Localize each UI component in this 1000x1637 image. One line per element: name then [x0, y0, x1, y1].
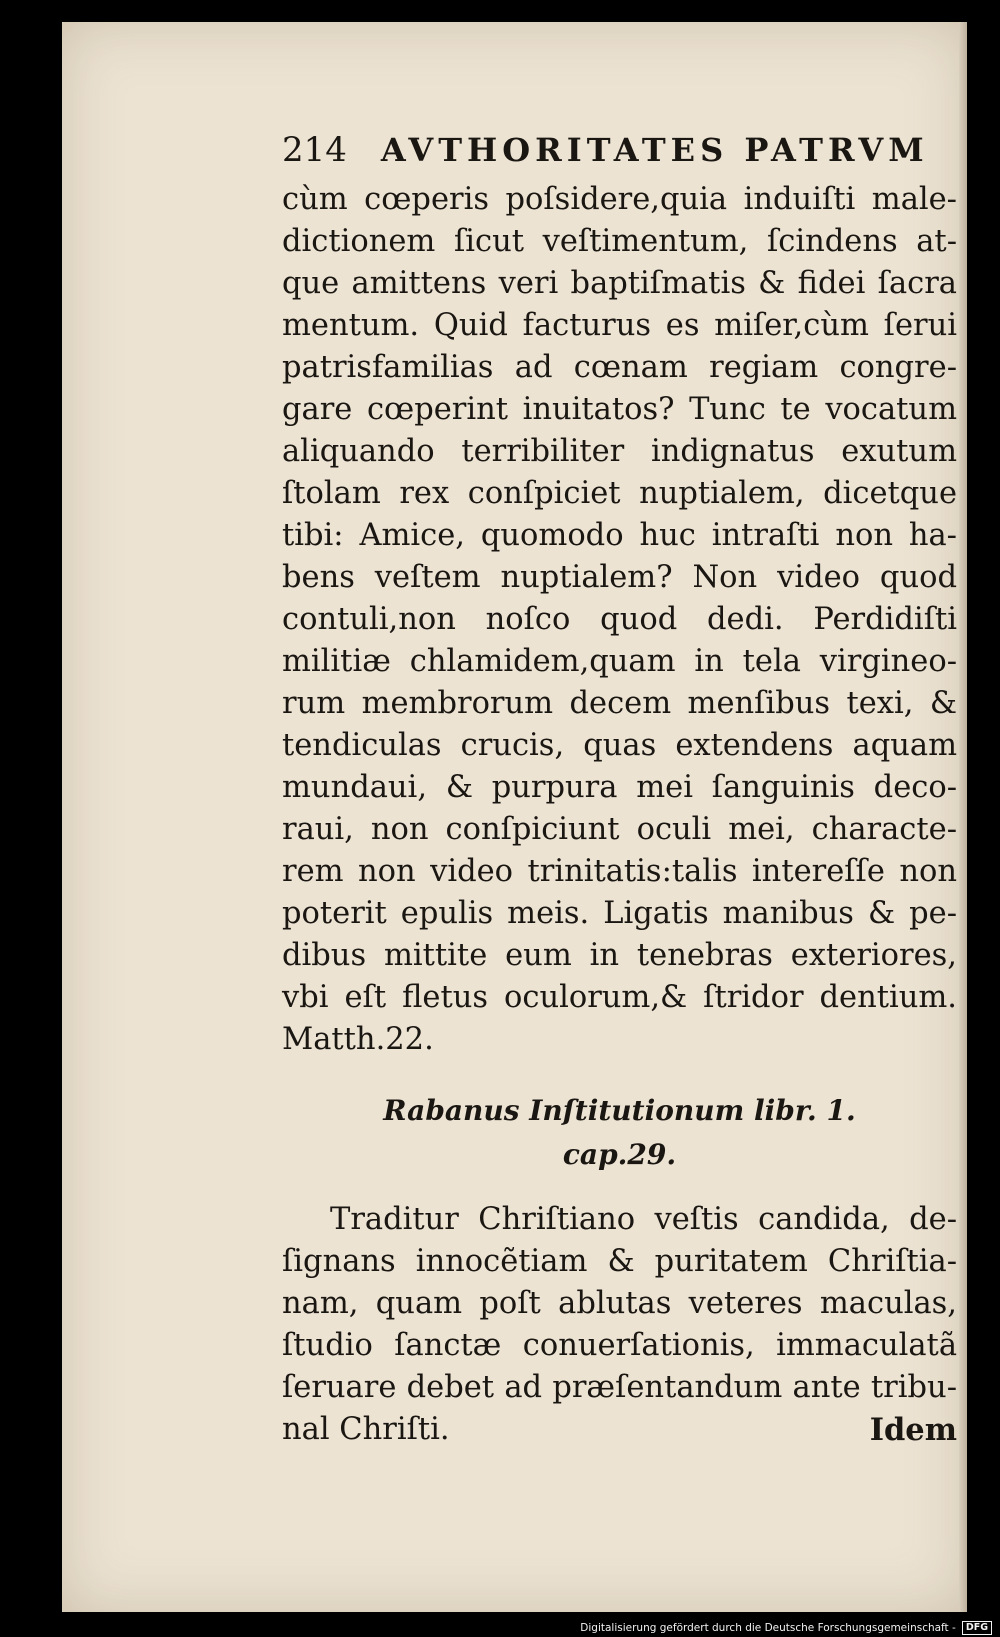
body-line: dictionem ſicut veſtimentum, ſcindens at-: [282, 224, 957, 259]
book-page: [62, 22, 967, 1612]
body-line: militiæ chlamidem,quam in tela virgineo-: [282, 644, 957, 679]
body-line: tibi: Amice, quomodo huc intraſti non ha-: [282, 518, 957, 553]
body-line: mentum. Quid facturus es miſer,cùm ſerui: [282, 308, 957, 343]
body-line: mundaui, & purpura mei ſanguinis deco-: [282, 770, 957, 805]
body-line: gare cœperint inuitatos? Tunc te vocatum: [282, 392, 957, 427]
body-line: vbi eſt fletus oculorum,& ſtridor dentium.: [282, 980, 957, 1015]
section-line: ſignans innocẽtiam & puritatem Chriſtia-: [282, 1244, 957, 1279]
digitization-credit: [580, 1621, 992, 1635]
text-block: [282, 179, 957, 1451]
section-line: ſtudio ſanctæ conuerſationis, immaculatã: [282, 1328, 957, 1363]
body-line: raui, non conſpiciunt oculi mei, characte-: [282, 812, 957, 847]
running-head: [282, 130, 929, 170]
catchword: Idem: [869, 1412, 957, 1448]
final-line: [282, 1409, 957, 1451]
page-number: 214: [282, 130, 347, 170]
section-line: ſeruare debet ad præſentandum ante tribu-: [282, 1370, 957, 1405]
body-line: rum membrorum decem menſibus texi, &: [282, 686, 957, 721]
body-line: dibus mittite eum in tenebras exteriores,: [282, 938, 957, 973]
section-heading: Rabanus Inſtitutionum libr. 1.: [383, 1094, 856, 1127]
body-line: que amittens veri baptiſmatis & fidei ſacra: [282, 266, 957, 301]
body-line: bens veſtem nuptialem? Non video quod: [282, 560, 957, 595]
footer-text: Digitalisierung gefördert durch die Deutsche Forschungsgemeinschaft -: [580, 1622, 956, 1634]
page-edge: [959, 22, 967, 1612]
section-heading-chapter: cap.29.: [562, 1138, 677, 1171]
body-line: Matth.22.: [282, 1022, 434, 1057]
body-line: rem non video trinitatis:talis intereſſe non: [282, 854, 957, 889]
body-line: poterit epulis meis. Ligatis manibus & pe-: [282, 896, 957, 931]
body-line: contuli,non noſco quod dedi. Perdidiſti: [282, 602, 957, 637]
section-line: Traditur Chriſtiano veſtis candida, de-: [330, 1202, 957, 1237]
body-line: ſtolam rex conſpiciet nuptialem, dicetque: [282, 476, 957, 511]
body-line: aliquando terribiliter indignatus exutum: [282, 434, 957, 469]
final-line-text: nal Chriſti.: [282, 1412, 450, 1447]
body-line: cùm cœperis poſsidere,quia induiſti male-: [282, 182, 957, 217]
dfg-logo: DFG: [962, 1621, 992, 1635]
body-line: patrisfamilias ad cœnam regiam congre-: [282, 350, 957, 385]
body-line: tendiculas crucis, quas extendens aquam: [282, 728, 957, 763]
running-head-title: AVTHORITATES PATRVM: [380, 131, 929, 169]
section-line: nam, quam poſt ablutas veteres maculas,: [282, 1286, 957, 1321]
